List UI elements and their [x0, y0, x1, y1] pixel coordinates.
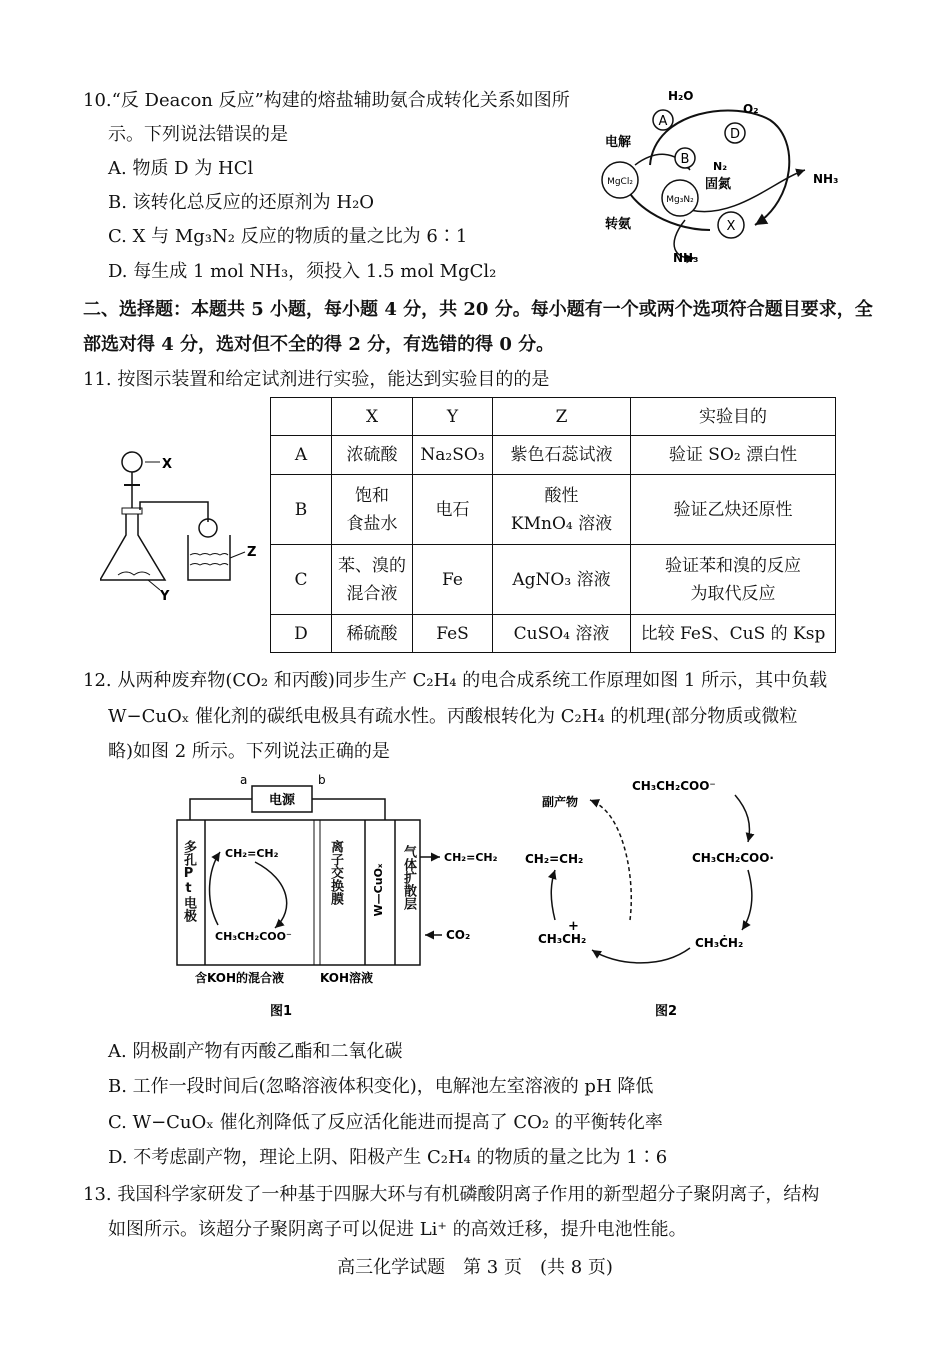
- table-cell-opt: C: [271, 545, 332, 615]
- q10-stem-line2: 示。下列说法错误的是: [108, 124, 288, 145]
- section2-line1: 二、选择题：本题共 5 小题，每小题 4 分，共 20 分。每小题有一个或两个选项符合题目要求，全: [83, 299, 873, 320]
- cell-line: 食盐水: [346, 513, 398, 534]
- table-cell-y: Fe: [413, 545, 493, 615]
- diagram-dianjie: 电解: [605, 135, 632, 150]
- cell-line: 验证苯和溴的反应: [665, 555, 801, 576]
- q10-option-b: B. 该转化总反应的还原剂为 H₂O: [108, 192, 375, 213]
- table-cell-x: [332, 475, 413, 545]
- table-cell-goal: 验证 SO₂ 漂白性: [631, 436, 836, 475]
- fig2-byproduct: 副产物: [542, 795, 579, 809]
- fig1-gas-layer: 气体扩散层: [401, 845, 416, 910]
- fig2-radical: CH₃CH₂COO·: [692, 851, 774, 865]
- table-row: [271, 615, 836, 653]
- table-cell-x: 浓硫酸: [332, 436, 413, 475]
- diagram-o2: O₂: [743, 102, 759, 116]
- table-row: [271, 475, 836, 545]
- q12-figure-2: [520, 770, 790, 1030]
- diagram-n2: N₂: [713, 160, 728, 173]
- apparatus-label-z: Z: [247, 545, 257, 560]
- cell-line: 苯、溴的: [338, 555, 406, 576]
- table-cell-z: CuSO₄ 溶液: [493, 615, 631, 653]
- q12-option-b: B. 工作一段时间后(忽略溶液体积变化)，电解池左室溶液的 pH 降低: [108, 1076, 654, 1097]
- table-header-x: X: [332, 398, 413, 436]
- fig1-power-source: 电源: [268, 793, 296, 808]
- page-footer: 高三化学试题 第 3 页 (共 8 页): [337, 1257, 613, 1278]
- table-cell-y: 电石: [413, 475, 493, 545]
- fig1-caption: 图1: [270, 1004, 293, 1019]
- fig1-co2: CO₂: [446, 928, 471, 942]
- table-header-y: Y: [413, 398, 493, 436]
- q10-option-d: D. 每生成 1 mol NH₃，须投入 1.5 mol MgCl₂: [108, 261, 497, 282]
- cell-line: 混合液: [346, 583, 398, 604]
- table-cell-z: AgNO₃ 溶液: [493, 545, 631, 615]
- diagram-node-x: X: [726, 219, 736, 234]
- q13-line2: 如图所示。该超分子聚阴离子可以促进 Li⁺ 的高效迁移，提升电池性能。: [108, 1219, 687, 1240]
- fig2-ethylene: CH₂=CH₂: [525, 852, 584, 866]
- fig1-pt-electrode: 多孔Pt电极: [181, 840, 196, 922]
- q12-stem-line1: 12. 从两种废弃物(CO₂ 和丙酸)同步生产 C₂H₄ 的电合成系统工作原理如图 1 所示，其中负载: [83, 670, 828, 691]
- table-cell-x: 稀硫酸: [332, 615, 413, 653]
- q12-figure-1: [170, 770, 520, 1030]
- table-header-goal: 实验目的: [631, 398, 836, 436]
- q12-option-a: A. 阴极副产物有丙酸乙酯和二氧化碳: [108, 1041, 403, 1062]
- table-header-z: Z: [493, 398, 631, 436]
- q11-stem: 11. 按图示装置和给定试剂进行实验，能达到实验目的的是: [83, 369, 550, 390]
- diagram-h2o: H₂O: [668, 89, 694, 103]
- table-header-blank: [271, 398, 332, 436]
- table-cell-goal: 验证乙炔还原性: [631, 475, 836, 545]
- diagram-node-mgcl2: MgCl₂: [607, 177, 633, 187]
- diagram-nh3-bottom: NH₃: [673, 251, 699, 265]
- fig1-right-solution: KOH溶液: [320, 971, 374, 985]
- fig1-propionate: CH₃CH₂COO⁻: [215, 930, 292, 943]
- q10-stem-line1: 10.“反 Deacon 反应”构建的熔盐辅助氨合成转化关系如图所: [83, 90, 570, 111]
- q13-line1: 13. 我国科学家研发了一种基于四脲大环与有机磷酸阴离子作用的新型超分子聚阴离子，结构: [83, 1184, 820, 1205]
- fig2-propionate: CH₃CH₂COO⁻: [632, 779, 716, 793]
- diagram-node-a: A: [658, 114, 668, 129]
- fig1-c2h4-inner: CH₂=CH₂: [225, 847, 279, 860]
- fig2-caption: 图2: [655, 1004, 678, 1019]
- apparatus-label-x: X: [162, 457, 173, 472]
- fig1-membrane: 离子交换膜: [328, 840, 343, 905]
- table-cell-opt: B: [271, 475, 332, 545]
- fig1-left-solution: 含KOH的混合液: [195, 971, 285, 985]
- q10-option-a: A. 物质 D 为 HCl: [108, 158, 254, 179]
- table-row: [271, 436, 836, 475]
- table-cell-opt: A: [271, 436, 332, 475]
- q12-option-d: D. 不考虑副产物，理论上阴、阳极产生 C₂H₄ 的物质的量之比为 1∶6: [108, 1147, 668, 1168]
- fig1-terminal-a: a: [240, 773, 248, 787]
- q10-cycle-diagram: [595, 80, 855, 270]
- section2-line2: 部选对得 4 分，选对但不全的得 2 分，有选错的得 0 分。: [83, 334, 555, 355]
- fig2-ethyl-radical: CH₃ĊH₂: [695, 936, 744, 950]
- q11-table: [270, 397, 836, 653]
- table-cell-goal: 比较 FeS、CuS 的 Ksp: [631, 615, 836, 653]
- diagram-zhuandan: 转氨: [605, 217, 632, 232]
- cell-line: 饱和: [355, 485, 389, 506]
- table-cell-y: FeS: [413, 615, 493, 653]
- diagram-nh3-right: NH₃: [813, 172, 839, 186]
- diagram-node-b: B: [680, 152, 690, 167]
- cell-line: 酸性: [544, 485, 579, 506]
- fig1-c2h4-out: CH₂=CH₂: [444, 851, 498, 864]
- cell-line: KMnO₄ 溶液: [510, 513, 613, 534]
- q12-option-c: C. W−CuOₓ 催化剂降低了反应活化能进而提高了 CO₂ 的平衡转化率: [108, 1112, 663, 1133]
- apparatus-label-y: Y: [160, 589, 170, 604]
- fig1-terminal-b: b: [318, 773, 326, 787]
- table-cell-z: 紫色石蕊试液: [493, 436, 631, 475]
- table-cell-z: [493, 475, 631, 545]
- fig2-ethyl-cation: CH₃CH₂: [538, 932, 587, 946]
- diagram-node-d: D: [729, 127, 741, 142]
- q10-option-c: C. X 与 Mg₃N₂ 反应的物质的量之比为 6∶1: [108, 226, 468, 247]
- q11-apparatus: [100, 440, 265, 610]
- table-row: [271, 545, 836, 615]
- q12-stem-line2: W−CuOₓ 催化剂的碳纸电极具有疏水性。丙酸根转化为 C₂H₄ 的机理(部分物质或微粒: [108, 706, 798, 727]
- table-cell-x: [332, 545, 413, 615]
- fig1-catalyst: W—CuOₓ: [372, 863, 385, 917]
- table-cell-opt: D: [271, 615, 332, 653]
- table-cell-goal: [631, 545, 836, 615]
- q12-stem-line3: 略)如图 2 所示。下列说法正确的是: [108, 741, 390, 762]
- fig2-plus: +: [568, 919, 579, 934]
- cell-line: 为取代反应: [690, 583, 776, 604]
- diagram-node-mg3n2: Mg₃N₂: [666, 195, 694, 205]
- diagram-gudan: 固氮: [705, 177, 732, 192]
- table-cell-y: Na₂SO₃: [413, 436, 493, 475]
